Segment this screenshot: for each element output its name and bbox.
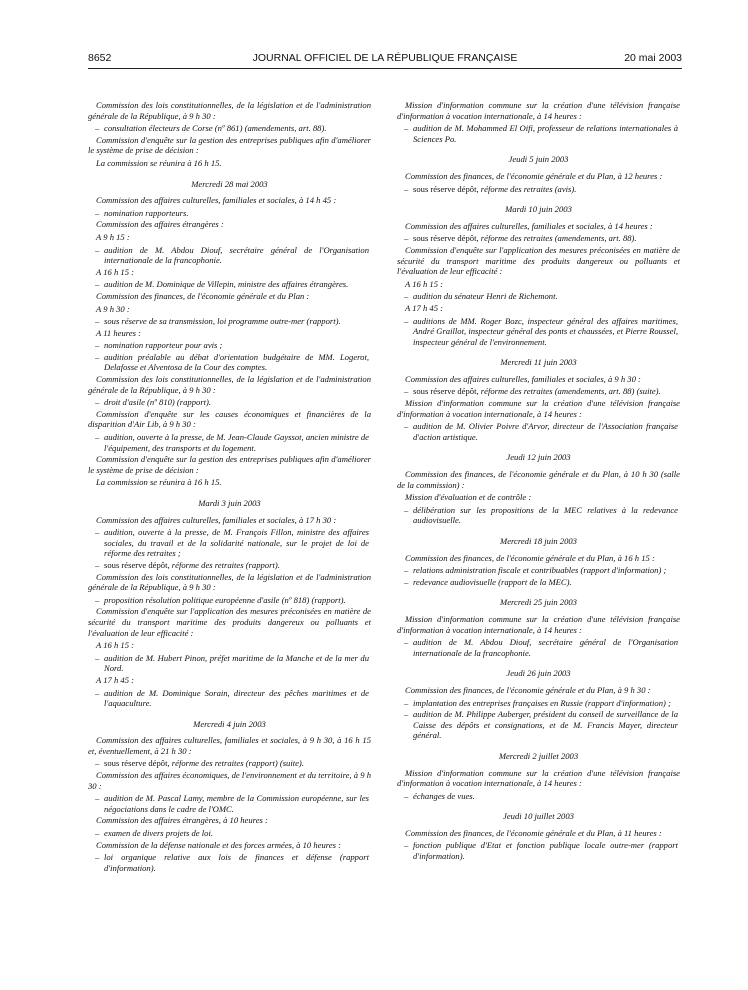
agenda-item (88, 828, 371, 839)
agenda-item-text: auditions de MM. Roger Bozc, inspecteur général des affaires maritimes, André Graillot, inspecteur général des ponts et chaussées, et Pierre Roussel, inspecteur général de l'environnement. (413, 315, 678, 347)
agenda-item-text: audition de M. Hubert Pinon, préfet maritime de la Manche et de la mer du Nord. (104, 652, 369, 674)
list-dash: – (95, 793, 100, 804)
agenda-item-text: consultation électeurs de Corse (nº 861) (amendements, art. 88). (104, 123, 327, 134)
agenda-item (397, 386, 680, 397)
agenda-paragraph: Commission des affaires étrangères, à 10 heures : (96, 815, 268, 826)
list-dash: – (95, 687, 100, 698)
list-dash: – (404, 697, 409, 708)
agenda-paragraph: Commission des finances, de l'économie générale et du Plan, à 12 heures : (405, 170, 663, 181)
agenda-item-text: réforme des retraites (rapport). (169, 559, 280, 570)
agenda-item (397, 316, 680, 348)
day-heading: Mardi 10 juin 2003 (505, 204, 572, 215)
list-dash: – (404, 565, 409, 576)
list-dash: – (404, 233, 409, 244)
list-dash: – (95, 397, 100, 408)
agenda-item-text: examen de divers projets de loi. (104, 828, 213, 839)
list-dash: – (95, 594, 100, 605)
agenda-paragraph: Mission d'information commune sur la création d'une télévision française d'information à vocation internationale, à 14 heures : (397, 613, 680, 635)
session-time: A 16 h 15 : (405, 278, 444, 289)
agenda-paragraph: Commission des lois constitutionnelles, de la législation et de l'administration générale de la République, à 9 h 30 : (88, 100, 371, 121)
agenda-item (88, 653, 371, 674)
agenda-item (397, 791, 680, 802)
agenda-item (88, 432, 371, 453)
agenda-item-text: échanges de vues. (413, 790, 475, 801)
list-dash: – (404, 421, 409, 432)
list-dash: – (404, 123, 409, 134)
list-dash: – (404, 576, 409, 587)
issue-date: 20 mai 2003 (624, 52, 682, 64)
upright-prefix: sous réserve dépôt, (413, 183, 479, 194)
page-number: 8652 (88, 52, 112, 64)
list-dash: – (95, 828, 100, 839)
agenda-item (88, 793, 371, 814)
agenda-item-text: audition de M. Dominique de Villepin, ministre des affaires étrangères. (104, 279, 349, 290)
agenda-paragraph: Mission d'information commune sur la création d'une télévision française d'information à vocation internationale, à 14 heures : (397, 767, 680, 789)
agenda-paragraph: Commission des lois constitutionnelles, de la législation et de l'administration générale de la République, à 9 h 30 : (88, 571, 371, 593)
agenda-item (88, 595, 371, 606)
list-dash: – (404, 504, 409, 515)
list-dash: – (95, 207, 100, 218)
agenda-item (88, 852, 371, 873)
agenda-item (88, 279, 371, 290)
list-dash: – (404, 637, 409, 648)
list-dash: – (95, 758, 100, 769)
agenda-item-text: réforme des retraites (avis). (478, 183, 577, 194)
agenda-item-text: audition du sénateur Henri de Richemont. (413, 291, 558, 302)
agenda-paragraph: La commission se réunira à 16 h 15. (96, 477, 222, 488)
agenda-item (88, 340, 371, 351)
agenda-item-text: audition de M. Mohammed El Oifi, professeur de relations internationales à Sciences Po. (413, 123, 678, 144)
list-dash: – (95, 279, 100, 290)
agenda-item (397, 291, 680, 302)
session-time: A 11 heures : (96, 327, 141, 338)
agenda-item-text: audition de M. Abdou Diouf, secrétaire général de l'Organisation internationale de la francophonie. (104, 244, 369, 266)
agenda-item-text: relations administration fiscale et contribuables (rapport d'information) ; (413, 565, 667, 576)
list-dash: – (404, 709, 409, 720)
agenda-paragraph: Commission des affaires culturelles, familiales et sociales, à 14 h 45 : (96, 195, 337, 206)
day-heading: Mercredi 25 juin 2003 (500, 597, 577, 608)
day-heading: Mercredi 4 juin 2003 (193, 718, 266, 729)
header-rule (88, 68, 682, 69)
day-heading: Mardi 3 juin 2003 (198, 498, 261, 508)
list-dash: – (404, 840, 409, 851)
right-column (397, 100, 680, 863)
agenda-item-text: délibération sur les propositions de la MEC relatives à la redevance audiovisuelle. (413, 504, 678, 526)
agenda-item (397, 233, 680, 244)
session-time: A 16 h 15 : (96, 266, 135, 277)
day-heading: Jeudi 12 juin 2003 (506, 452, 571, 463)
agenda-paragraph: Commission des finances, de l'économie générale et du Plan, à 10 h 30 (salle de la commission) : (397, 469, 680, 490)
agenda-item (397, 123, 680, 144)
agenda-item-text: audition, ouverte à la presse, de M. Jean-Claude Gayssot, ancien ministre de l'équipement, des transports et du logement. (104, 432, 370, 453)
session-time: A 9 h 15 : (96, 231, 130, 242)
agenda-item (88, 688, 371, 709)
agenda-item (397, 505, 680, 526)
session-time: A 9 h 30 : (96, 303, 130, 314)
day-heading: Jeudi 26 juin 2003 (506, 668, 571, 679)
agenda-paragraph: Commission des affaires culturelles, familiales et sociales, à 17 h 30 : (96, 514, 337, 525)
day-heading: Mercredi 18 juin 2003 (500, 536, 577, 546)
agenda-paragraph: Commission des finances, de l'économie générale et du Plan, à 9 h 30 : (405, 684, 651, 695)
agenda-paragraph: Commission des affaires économiques, de l'environnement et du territoire, à 9 h 30 : (88, 770, 371, 791)
agenda-item (397, 577, 680, 588)
list-dash: – (404, 315, 409, 326)
agenda-paragraph: Commission des lois constitutionnelles, de la législation et de l'administration générale de la République, à 9 h 30 : (88, 374, 371, 395)
agenda-item (397, 637, 680, 658)
agenda-item-text: audition de M. Philippe Auberger, président du conseil de surveillance de la Caisse des dépôts et consignations, et de M. Francis Mayer, directeur général. (413, 709, 678, 741)
agenda-paragraph: Commission des affaires culturelles, familiales et sociales, à 14 heures : (405, 220, 653, 231)
left-column (88, 100, 371, 874)
agenda-paragraph: Commission d'enquête sur l'application des mesures préconisées en matière de sécurité du transport maritime des produits dangereux ou polluants et l'évaluation de leur efficacité : (88, 606, 371, 638)
list-dash: – (95, 316, 100, 327)
day-heading: Jeudi 5 juin 2003 (508, 154, 569, 165)
list-dash: – (404, 790, 409, 801)
agenda-paragraph: Commission des affaires culturelles, familiales et sociales, à 9 h 30 : (405, 373, 641, 384)
agenda-item (88, 527, 371, 559)
agenda-item-text: audition, ouverte à la presse, de M. François Fillon, ministre des affaires sociales, du travail et de la solidarité nationale, sur le projet de loi de réforme des retraites ; (104, 527, 369, 559)
day-heading: Mercredi 28 mai 2003 (191, 178, 268, 189)
list-dash: – (95, 123, 100, 134)
list-dash: – (95, 244, 100, 255)
list-dash: – (95, 559, 100, 570)
agenda-paragraph: Commission d'enquête sur l'application des mesures préconisées en matière de sécurité du transport maritime des produits dangereux ou polluants et l'évaluation de leur efficacité : (397, 244, 680, 277)
upright-prefix: sous réserve dépôt, (104, 758, 170, 769)
agenda-paragraph: Mission d'information commune sur la création d'une télévision française d'information à vocation internationale, à 14 heures : (397, 398, 680, 419)
list-dash: – (95, 351, 100, 362)
agenda-item (397, 421, 680, 442)
agenda-item (397, 565, 680, 576)
agenda-item (88, 123, 371, 134)
agenda-paragraph: La commission se réunira à 16 h 15. (96, 157, 222, 168)
list-dash: – (95, 652, 100, 663)
agenda-paragraph: Commission des finances, de l'économie générale et du Plan, à 11 heures : (405, 827, 662, 838)
day-heading: Jeudi 10 juillet 2003 (503, 811, 574, 822)
list-dash: – (404, 386, 409, 397)
agenda-item-text: audition de M. Pascal Lamy, membre de la Commission européenne, sur les négociations dans le cadre de l'OMC. (104, 793, 369, 814)
list-dash: – (404, 291, 409, 302)
agenda-item-text: sous réserve de sa transmission, loi programme outre-mer (rapport). (104, 316, 341, 327)
session-time: A 16 h 15 : (96, 640, 135, 651)
agenda-item (88, 397, 371, 408)
page-header (88, 50, 682, 66)
agenda-paragraph: Commission de la défense nationale et des forces armées, à 10 heures : (96, 839, 341, 850)
agenda-item (88, 208, 371, 219)
agenda-item (88, 316, 371, 327)
agenda-item (88, 758, 371, 769)
agenda-paragraph: Mission d'information commune sur la création d'une télévision française d'information à vocation internationale, à 14 heures : (397, 100, 680, 121)
agenda-paragraph: Commission des affaires étrangères : (96, 219, 224, 230)
upright-prefix: sous réserve dépôt, (104, 559, 170, 570)
agenda-item-text: loi organique relative aux lois de finances et défense (rapport d'information). (104, 852, 369, 873)
day-heading: Mercredi 11 juin 2003 (500, 357, 577, 368)
session-time: A 17 h 45 : (405, 302, 444, 313)
upright-prefix: sous réserve dépôt, (413, 233, 479, 244)
agenda-paragraph: Commission des finances, de l'économie générale et du Plan : (96, 290, 310, 301)
agenda-paragraph: Commission d'enquête sur la gestion des entreprises publiques afin d'améliorer le système de prise de décision : (88, 134, 371, 156)
agenda-item (88, 560, 371, 571)
agenda-item-text: réforme des retraites (amendements, art. 88). (478, 233, 637, 244)
list-dash: – (95, 340, 100, 351)
agenda-item-text: nomination rapporteur pour avis ; (104, 340, 223, 351)
list-dash: – (95, 432, 100, 443)
list-dash: – (95, 852, 100, 863)
agenda-paragraph: Mission d'évaluation et de contrôle : (405, 492, 532, 503)
agenda-item-text: fonction publique d'Etat et fonction publique locale outre-mer (rapport d'information). (413, 840, 678, 862)
agenda-paragraph: Commission d'enquête sur les causes économiques et financières de la disparition d'Air Lib, à 9 h 30 : (88, 408, 371, 430)
agenda-item (88, 245, 371, 266)
list-dash: – (404, 183, 409, 194)
agenda-item-text: droit d'asile (nº 810) (rapport). (104, 397, 212, 408)
upright-prefix: sous réserve dépôt, (413, 386, 479, 397)
agenda-item-text: proposition résolution politique européenne d'asile (nº 818) (rapport). (104, 594, 346, 605)
list-dash: – (95, 527, 100, 538)
agenda-item-text: redevance audiovisuelle (rapport de la MEC). (413, 576, 572, 587)
agenda-item-text: implantation des entreprises françaises en Russie (rapport d'information) ; (413, 697, 671, 708)
agenda-item (397, 840, 680, 861)
agenda-item-text: audition de M. Dominique Sorain, directeur des pêches maritimes et de l'aquaculture. (104, 687, 369, 709)
agenda-item-text: réforme des retraites (amendements, art. 88) (suite). (478, 386, 661, 397)
agenda-item-text: audition de M. Abdou Diouf, secrétaire général de l'Organisation internationale de la francophonie. (413, 637, 678, 658)
agenda-item-text: réforme des retraites (rapport) (suite). (169, 758, 304, 769)
day-heading: Mercredi 2 juillet 2003 (498, 750, 579, 761)
session-time: A 17 h 45 : (96, 674, 135, 685)
agenda-item (88, 352, 371, 373)
agenda-paragraph: Commission d'enquête sur la gestion des entreprises publiques afin d'améliorer le système de prise de décision : (88, 454, 371, 475)
agenda-item-text: nomination rapporteurs. (104, 207, 189, 218)
agenda-item (397, 698, 680, 709)
agenda-item (397, 709, 680, 741)
agenda-paragraph: Commission des finances, de l'économie générale et du Plan, à 16 h 15 : (405, 552, 655, 563)
agenda-item-text: audition préalable au débat d'orientation budgétaire de MM. Logerot, Delafosse et Alventosa de la Cour des comptes. (104, 351, 369, 373)
journal-title: JOURNAL OFFICIEL DE LA RÉPUBLIQUE FRANÇAISE (252, 52, 518, 64)
agenda-paragraph: Commission des affaires culturelles, familiales et sociales, à 9 h 30, à 16 h 15 et, éventuellement, à 21 h 30 : (88, 735, 371, 756)
agenda-item-text: audition de M. Olivier Poivre d'Arvor, directeur de l'Association française d'action artistique. (413, 421, 678, 442)
agenda-item (397, 184, 680, 195)
